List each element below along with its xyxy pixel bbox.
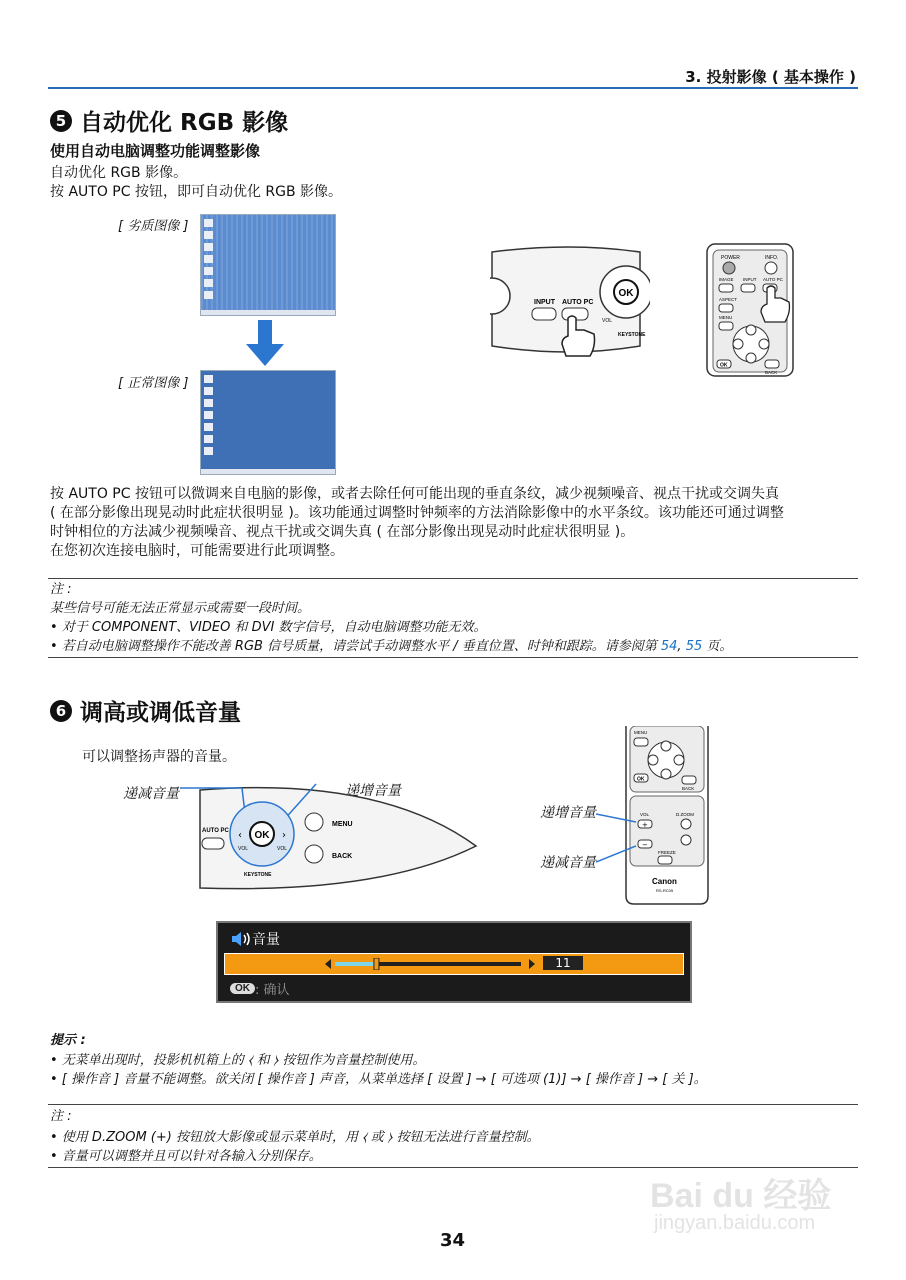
volume-osd bbox=[216, 921, 692, 1003]
hint-label: 提示 : bbox=[50, 1033, 86, 1048]
volume-plus-label: VOL bbox=[277, 846, 288, 852]
remote-label-decrease: 递减音量 bbox=[540, 855, 596, 871]
remote-down-button[interactable] bbox=[746, 353, 756, 363]
volume-osd-footer bbox=[230, 979, 290, 998]
remote-left-button[interactable] bbox=[733, 339, 743, 349]
remote2-menu-label: MENU bbox=[634, 730, 648, 735]
section6-intro: 可以调整扬声器的音量。 bbox=[82, 749, 236, 765]
section5-number: 5 bbox=[50, 110, 72, 132]
header-rule bbox=[48, 87, 858, 89]
remote-image-button[interactable] bbox=[719, 284, 733, 292]
remote2-brand-label: Canon bbox=[652, 877, 677, 886]
remote2-back-button[interactable] bbox=[682, 776, 696, 784]
remote2-left-button[interactable] bbox=[648, 755, 658, 765]
chapter-header: 3. 投射影像 ( 基本操作 ) bbox=[685, 68, 856, 86]
remote2-dzoom-minus-button[interactable] bbox=[681, 835, 691, 845]
projector-volume-panel-illustration bbox=[180, 776, 480, 894]
projector-panel-illustration bbox=[490, 246, 650, 358]
volume-panel-keystone-label: KEYSTONE bbox=[244, 872, 272, 878]
remote2-back-label: BACK bbox=[682, 786, 695, 791]
section5-subtitle: 使用自动电脑调整功能调整影像 bbox=[50, 142, 261, 160]
caption-good-image: [ 正常图像 ] bbox=[118, 376, 189, 391]
volume-osd-confirm: : 确认 bbox=[255, 983, 290, 998]
note-line-1: 某些信号可能无法正常显示或需要一段时间。 bbox=[50, 601, 311, 616]
panel-vol-label: VOL bbox=[602, 318, 613, 324]
remote-back-button[interactable] bbox=[765, 360, 779, 368]
down-arrow-icon bbox=[244, 320, 286, 368]
remote-menu-label: MENU bbox=[719, 315, 733, 320]
panel-autopc-label: AUTO PC bbox=[562, 299, 594, 306]
section5-heading bbox=[50, 104, 288, 137]
remote-power-label: POWER bbox=[721, 255, 740, 261]
remote-info-button[interactable] bbox=[765, 262, 777, 274]
section5-body-4: 在您初次连接电脑时，可能需要进行此项调整。 bbox=[50, 543, 344, 559]
remote-volume-illustration bbox=[596, 726, 714, 906]
remote-right-button[interactable] bbox=[759, 339, 769, 349]
remote2-menu-button[interactable] bbox=[634, 738, 648, 746]
section6-number: 6 bbox=[50, 700, 72, 722]
volume-osd-title: 音量 bbox=[252, 932, 280, 948]
panel-input-button[interactable] bbox=[532, 308, 556, 320]
panel-ok-label: OK bbox=[618, 288, 634, 299]
note-sep: , bbox=[677, 639, 686, 654]
hint-line-1: • 无菜单出现时，投影机机箱上的 ⧼ 和 ⧽ 按钮作为音量控制使用。 bbox=[50, 1053, 426, 1068]
section5-body-3: 时钟相位的方法减少视频噪音、视点干扰或交调失真 ( 在部分影像出现晃动时此症状很明显 )。 bbox=[50, 524, 635, 540]
good-desktop-image bbox=[200, 370, 336, 475]
page-link-54[interactable]: 54 bbox=[660, 639, 678, 654]
remote-up-button[interactable] bbox=[746, 325, 756, 335]
volume-right-icon[interactable]: › bbox=[282, 830, 286, 841]
volume-bar bbox=[224, 953, 684, 975]
remote2-ok-label: OK bbox=[637, 776, 645, 783]
label-increase-volume: 递增音量 bbox=[345, 783, 401, 799]
remote2-freeze-label: FREEZE bbox=[658, 850, 676, 855]
note-line-2: • 对于 COMPONENT、VIDEO 和 DVI 数字信号，自动电脑调整功能无效。 bbox=[50, 620, 487, 635]
remote-image-label: IMAGE bbox=[719, 277, 734, 282]
remote2-right-button[interactable] bbox=[674, 755, 684, 765]
remote-info-label: INFO. bbox=[765, 255, 779, 261]
section5-title: 自动优化 RGB 影像 bbox=[80, 110, 289, 136]
remote-input-label: INPUT bbox=[743, 277, 757, 282]
volume-osd-header bbox=[230, 929, 280, 949]
volume-value: 11 bbox=[543, 956, 583, 970]
remote-ok-label: OK bbox=[720, 362, 728, 369]
note-line-3 bbox=[50, 637, 732, 656]
speaker-icon bbox=[230, 931, 252, 947]
panel-input-label: INPUT bbox=[534, 299, 555, 306]
plus-icon: + bbox=[642, 821, 648, 829]
volume-panel-ok-label: OK bbox=[254, 830, 270, 841]
note-top-rule bbox=[48, 578, 858, 579]
slider-left-arrow-icon[interactable] bbox=[325, 959, 331, 969]
remote2-freeze-button[interactable] bbox=[658, 856, 672, 864]
section5-intro-1: 自动优化 RGB 影像。 bbox=[50, 165, 188, 181]
hint-line-2: • [ 操作音 ] 音量不能调整。欲关闭 [ 操作音 ] 声音，从菜单选择 [ 设置 ] → [ 可选项 (1)] → [ 操作音 ] → [ 关 ]。 bbox=[50, 1072, 707, 1087]
watermark-logo: Bai du 经验 bbox=[650, 1177, 832, 1215]
page-number: 34 bbox=[440, 1230, 466, 1251]
note2-label: 注 : bbox=[50, 1109, 72, 1124]
minus-icon: − bbox=[642, 841, 648, 849]
section6-title: 调高或调低音量 bbox=[80, 700, 241, 726]
volume-panel-menu-button[interactable] bbox=[305, 813, 323, 831]
volume-panel-back-button[interactable] bbox=[305, 845, 323, 863]
section5-body-2: ( 在部分影像出现晃动时此症状很明显 )。该功能通过调整时钟频率的方法消除影像中的水平条纹。该功能还可通过调整 bbox=[50, 505, 784, 521]
volume-panel-autopc-label: AUTO PC bbox=[202, 828, 229, 834]
volume-panel-menu-label: MENU bbox=[332, 821, 353, 828]
volume-panel-autopc-button[interactable] bbox=[202, 838, 224, 849]
remote-aspect-label: ASPECT bbox=[719, 297, 738, 302]
remote-back-label: BACK bbox=[765, 370, 778, 375]
note-label: 注 : bbox=[50, 582, 72, 597]
label-decrease-volume: 递减音量 bbox=[123, 786, 179, 802]
note2-line-2: • 音量可以调整并且可以针对各输入分别保存。 bbox=[50, 1149, 322, 1164]
remote-power-button[interactable] bbox=[723, 262, 735, 274]
note-line-3-end: 页。 bbox=[702, 639, 733, 654]
note2-top-rule bbox=[48, 1104, 858, 1105]
remote2-dzoom-plus-button[interactable] bbox=[681, 819, 691, 829]
remote2-down-button[interactable] bbox=[661, 769, 671, 779]
section6-heading bbox=[50, 694, 241, 727]
volume-knob[interactable] bbox=[374, 958, 379, 970]
volume-panel-back-label: BACK bbox=[332, 853, 353, 860]
bad-desktop-image bbox=[200, 214, 336, 316]
remote2-vol-label: VOL bbox=[640, 812, 650, 817]
remote2-model-label: RS-RC05 bbox=[656, 888, 674, 893]
note2-line-1: • 使用 D.ZOOM (+) 按钮放大影像或显示菜单时，用 ⧼ 或 ⧽ 按钮无法进行音量控制。 bbox=[50, 1130, 540, 1145]
remote-aspect-button[interactable] bbox=[719, 304, 733, 312]
remote-menu-button[interactable] bbox=[719, 322, 733, 330]
volume-left-icon[interactable]: ‹ bbox=[238, 830, 242, 841]
panel-keystone-label: KEYSTONE bbox=[618, 332, 646, 338]
remote-label-increase: 递增音量 bbox=[540, 805, 596, 821]
remote-input-button[interactable] bbox=[741, 284, 755, 292]
note-line-3-text: • 若自动电脑调整操作不能改善 RGB 信号质量，请尝试手动调整水平 / 垂直位置、时钟和跟踪。请参阅第 bbox=[50, 639, 661, 654]
remote2-dzoom-label: D.ZOOM bbox=[676, 812, 694, 817]
remote-autopc-label: AUTO PC bbox=[763, 277, 783, 282]
remote-top-illustration bbox=[705, 242, 797, 380]
section5-body-1: 按 AUTO PC 按钮可以微调来自电脑的影像，或者去除任何可能出现的垂直条纹，减少视频噪音、视点干扰或交调失真 bbox=[50, 486, 779, 502]
slider-right-arrow-icon[interactable] bbox=[529, 959, 535, 969]
volume-slider[interactable] bbox=[325, 958, 535, 970]
volume-level-fill bbox=[335, 962, 376, 966]
caption-bad-image: [ 劣质图像 ] bbox=[118, 219, 189, 234]
watermark-url: jingyan.baidu.com bbox=[654, 1212, 816, 1234]
note-bottom-rule bbox=[48, 657, 858, 658]
page-link-55[interactable]: 55 bbox=[685, 639, 703, 654]
volume-minus-label: VOL bbox=[238, 846, 249, 852]
remote2-up-button[interactable] bbox=[661, 741, 671, 751]
ok-key-icon: OK bbox=[230, 983, 255, 994]
section5-intro-2: 按 AUTO PC 按钮，即可自动优化 RGB 影像。 bbox=[50, 184, 343, 200]
